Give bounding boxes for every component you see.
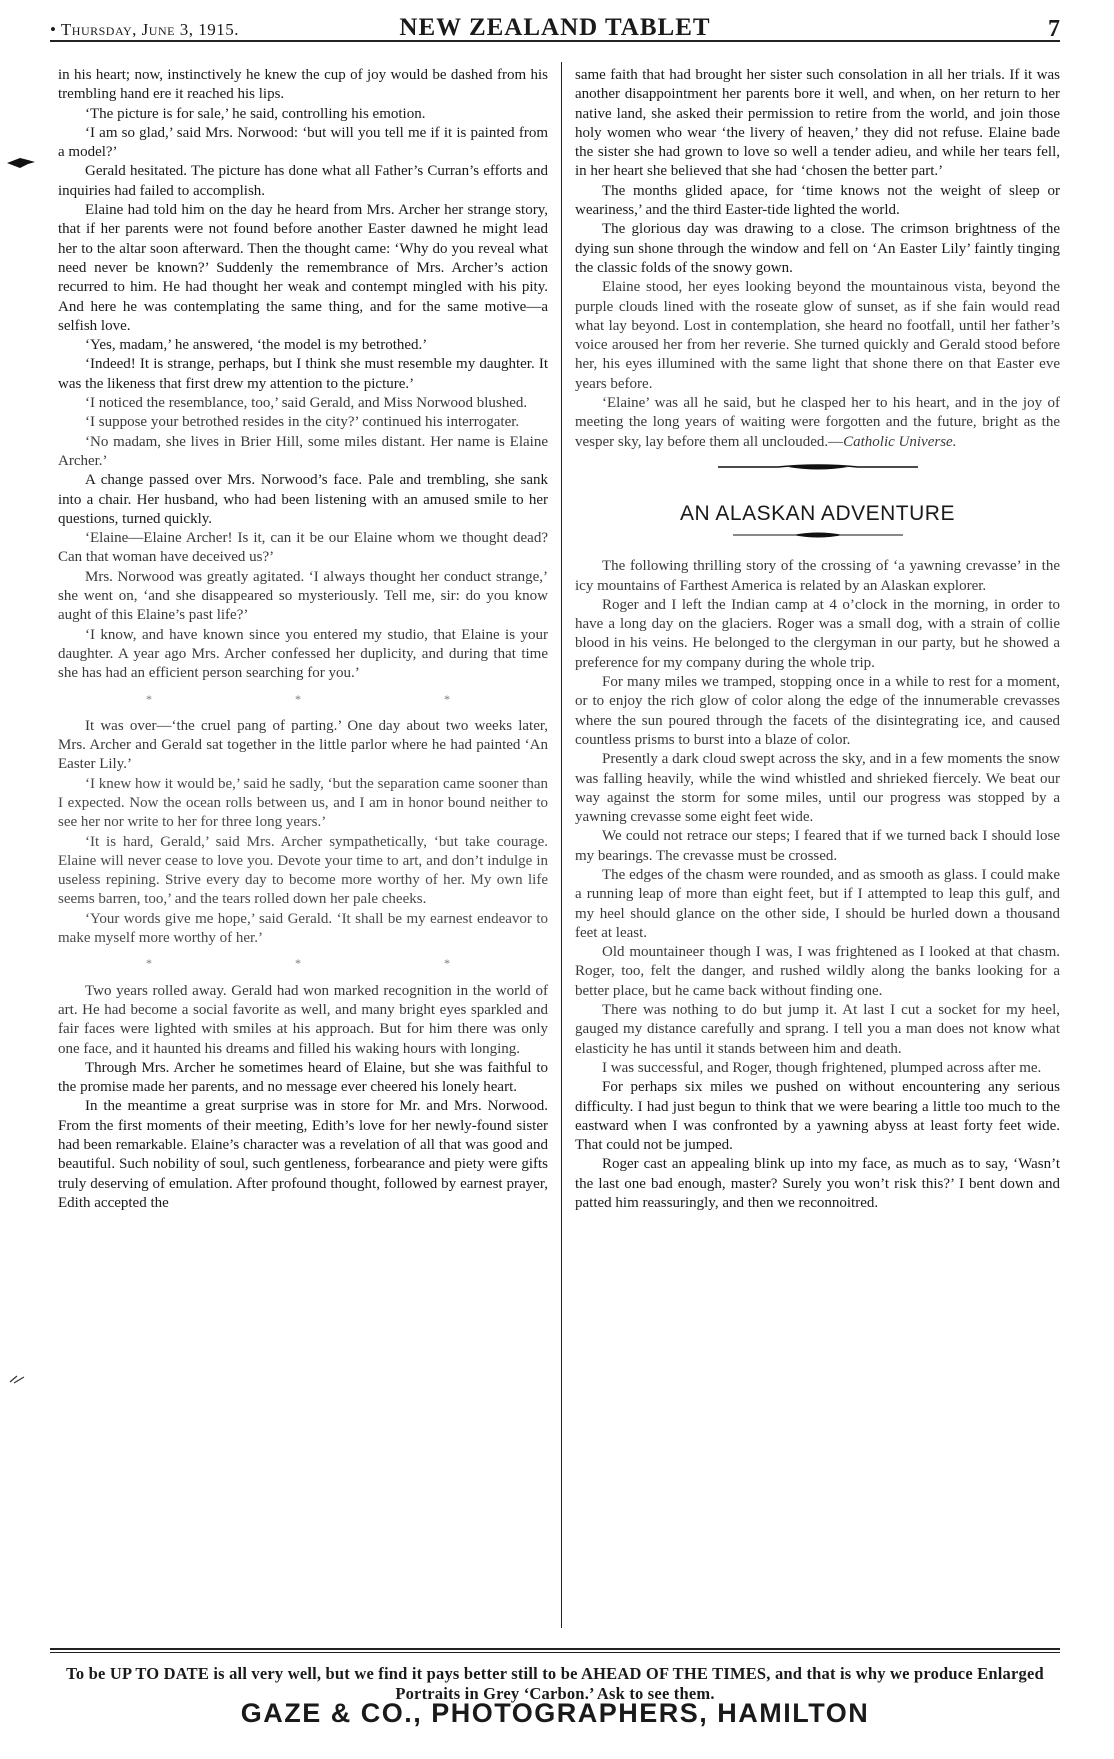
footer-rule [50, 1648, 1060, 1650]
story-paragraph: ‘I am so glad,’ said Mrs. Norwood: ‘but will you tell me if it is painted from a model?’ [58, 124, 548, 161]
article-paragraph: Roger cast an appealing blink up into my face, as much as to say, ‘Wasn’t the last one bad enough, master? Surely you won’t risk this?’ I bent down and patted him reassuringly, and then we reconnoitred. [575, 1156, 1060, 1212]
article-paragraph: The following thrilling story of the crossing of ‘a yawning crevasse’ in the icy mountains of Farthest America is related by an Alaskan explorer. [575, 558, 1060, 594]
story-paragraph: Gerald hesitated. The picture has done what all Father’s Curran’s efforts and inquiries had failed to accomplish. [58, 163, 548, 199]
article-paragraph: I was successful, and Roger, though frightened, plumped across after me. [602, 1059, 1042, 1076]
article-paragraph: There was nothing to do but jump it. At last I cut a socket for my heel, gauged my distance carefully and sprang. I tell you a man does not know what elasticity he has until it stands between him and death. [575, 1002, 1060, 1057]
story-paragraph: in his heart; now, instinctively he knew the cup of joy would be dashed from his trembling hand ere it reached his lips. [58, 67, 548, 103]
story-paragraph: It was over—‘the cruel pang of parting.’ One day about two weeks later, Mrs. Archer and Gerald sat together in the little parlor where he had painted ‘An Easter Lily.’ [58, 717, 548, 773]
story-paragraph: ‘Elaine—Elaine Archer! Is it, can it be our Elaine whom we thought dead? Can that woman have deceived us?’ [58, 530, 548, 566]
story-paragraph: ‘I knew how it would be,’ said he sadly, ‘but the separation came sooner than I expected. Now the ocean rolls between us, and I am in honor bound neither to see her nor write to her for three long years.’ [58, 775, 548, 831]
footer-rule [50, 1652, 1060, 1653]
article-paragraph: We could not retrace our steps; I feared that if we turned back I should lose my bearings. The crevasse must be crossed. [575, 828, 1060, 864]
article-paragraph: Roger and I left the Indian camp at 4 o’clock in the morning, in order to have a long day on the glaciers. Roger was a small dog, with a strain of collie blood in his veins. He belonged to the clergyman in our party, but he showed a preference for my company during the whole trip. [575, 596, 1060, 671]
issue-date: • Thursday, June 3, 1915. [50, 20, 239, 39]
header-rule [50, 40, 1060, 42]
advertisement-text: To be UP TO DATE is all very well, but we find it pays better still to be AHEAD OF THE TIMES, and that is why we produce Enlarged Portraits in Grey ‘Carbon.’ Ask to see them. [66, 1664, 1044, 1703]
article-paragraph: For many miles we tramped, stopping once in a while to rest for a moment, or to enjoy the rich glow of color along the edge of the innumerable crevasses where the sun poured through the facets of the disintegrating ice, and caused countless prisms to burst into a blaze of color. [575, 674, 1060, 748]
story-paragraph: ‘Yes, madam,’ he answered, ‘the model is my betrothed.’ [85, 337, 428, 354]
section-separator: * * * [146, 691, 520, 706]
story-paragraph: Elaine stood, her eyes looking beyond the mountainous vista, beyond the purple clouds lined with the roseate glow of sunset, as if she fain would read what lay beyond. Lost in contemplation, she heard no footfall, until her father’s voice aroused her from her reverie. She turned quickly and Gerald stood before her, his eyes illumined with the same light that shone there on that Easter eve years before. [575, 279, 1060, 392]
left-column [58, 66, 548, 1213]
story-paragraph: Elaine had told him on the day he heard from Mrs. Archer her strange story, that if her parents were not found before another Easter dawned he might lead her to the altar soon afterward. Then the thought came: ‘Why do you reveal what need never be known?’ Suddenly the remembrance of Mrs. Archer’s action recurred to him. He had thought her weak and contempt mingled with his pity. And here he was contemplating the same thing, and for the same motive—a selfish love. [58, 202, 548, 334]
right-column [575, 66, 1060, 1213]
section-separator: * * * [146, 956, 520, 971]
article-paragraph: Old mountaineer though I was, I was frightened as I looked at that chasm. Roger, too, felt the danger, and rushed wildly along the banks looking for a better place, but he came back without finding one. [575, 944, 1060, 999]
margin-tick-icon [8, 1372, 28, 1386]
story-paragraph: The months glided apace, for ‘time knows not the weight of sleep or weariness,’ and the third Easter-tide lighted the world. [575, 182, 1060, 219]
story-paragraph: The glorious day was drawing to a close. The crimson brightness of the dying sun shone through the window and fell on ‘An Easter Lily’ faintly tinging the classic folds of the snowy gown. [575, 221, 1060, 276]
story-paragraph: ‘I noticed the resemblance, too,’ said Gerald, and Miss Norwood blushed. [85, 395, 528, 412]
story-paragraph: ‘It is hard, Gerald,’ said Mrs. Archer sympathetically, ‘but take courage. Elaine will never cease to love you. Devote your time to art, and don’t indulge in useless repining. Strive every day to become more worthy of her. My own life seems barren, too,’ and the tears rolled down her pale cheeks. [58, 833, 548, 908]
title-ornament [733, 527, 903, 537]
story-paragraph: ‘I know, and have known since you entered my studio, that Elaine is your daughter. A year ago Mrs. Archer confessed her duplicity, and during that time she has had an efficient person searching for you.’ [58, 626, 548, 682]
story-paragraph: ‘No madam, she lives in Brier Hill, some miles distant. Her name is Elaine Archer.’ [58, 433, 548, 469]
article-paragraph: The edges of the chasm were rounded, and as smooth as glass. I could make a running leap of more than eight feet, but if I attempted to leap this gulf, and my heel should glance on the other side, I should be hurled down a thousand feet at least. [575, 866, 1060, 941]
story-source: Catholic Universe. [843, 433, 957, 450]
story-paragraph: ‘Your words give me hope,’ said Gerald. ‘It shall be my earnest endeavor to make myself more worthy of her.’ [58, 910, 548, 947]
story-paragraph: same faith that had brought her sister such consolation in all her trials. If it was another disappointment her parents bore it well, and when, on her return to her native land, she asked their permission to retire from the world, and join those holy women who wear ‘the livery of heaven,’ they did not refuse. Elaine bade the sister she had grown to love so well a tender adieu, and while her tears fell, in her heart she believed that she had ‘chosen the better part.’ [575, 67, 1060, 180]
story-paragraph: Through Mrs. Archer he sometimes heard of Elaine, but she was faithful to the promise made her parents, and no message ever cheered his lonely heart. [58, 1059, 548, 1096]
story-paragraph: A change passed over Mrs. Norwood’s face. Pale and trembling, she sank into a chair. Her husband, who had been listening with an amused smile to her questions, turned quickly. [58, 472, 548, 527]
story-paragraph: ‘I suppose your betrothed resides in the city?’ continued his interrogater. [85, 414, 520, 431]
page-header [50, 14, 1060, 48]
section-ornament [718, 462, 918, 472]
story-paragraph: In the meantime a great surprise was in store for Mr. and Mrs. Norwood. From the first moments of their meeting, Edith’s love for her newly-found sister had been remarkable. Elaine’s character was a revelation of all that was good and beautiful. Such nobility of soul, such gentleness, forbearance and piety were gifts truly deserving of emulation. After profound thought, followed by earnest prayer, Edith accepted the [58, 1098, 548, 1211]
masthead-title: NEW ZEALAND TABLET [399, 14, 711, 41]
column-divider [561, 62, 562, 1628]
story-paragraph: ‘The picture is for sale,’ he said, controlling his emotion. [85, 105, 426, 122]
article-paragraph: Presently a dark cloud swept across the sky, and in a few moments the snow was falling heavily, while the wind whistled and shrieked fiercely. We beat our way against the storm for some miles, until our progress was stopped by a yawning crevasse some eight feet wide. [575, 751, 1060, 826]
story-paragraph: ‘Indeed! It is strange, perhaps, but I think she must resemble my daughter. It was the likeness that first drew my attention to the picture.’ [58, 356, 548, 392]
advertiser-name: GAZE & CO., PHOTOGRAPHERS, HAMILTON [240, 1698, 870, 1728]
story-final-paragraph [575, 394, 1060, 452]
final-paragraph-text: ‘Elaine’ was all he said, but he clasped her to his heart, and in the joy of meeting the long years of waiting were forgotten and the future, bright as the vesper sky, lay before them all unclouded.— [575, 395, 1060, 450]
story-paragraph: Mrs. Norwood was greatly agitated. ‘I always thought her conduct strange,’ she went on, ‘and she disappeared so mysteriously. Tell me, sir: do you know aught of this Elaine’s past life?’ [58, 568, 548, 624]
article-paragraph: For perhaps six miles we pushed on without encountering any serious difficulty. I had just begun to think that we were bearing a little too much to the eastward when I was confronted by a yawning abyss at least forty feet wide. That could not be jumped. [575, 1079, 1060, 1154]
pointing-hand-icon [6, 156, 36, 170]
page-number: 7 [1048, 16, 1060, 42]
article-title: AN ALASKAN ADVENTURE [680, 501, 955, 525]
story-paragraph: Two years rolled away. Gerald had won marked recognition in the world of art. He had become a social favorite as well, and many bright eyes sparkled and fair faces were lighted with smiles at his approach. But for him there was only one face, and it haunted his dreams and filled his waking hours with longing. [58, 982, 548, 1057]
